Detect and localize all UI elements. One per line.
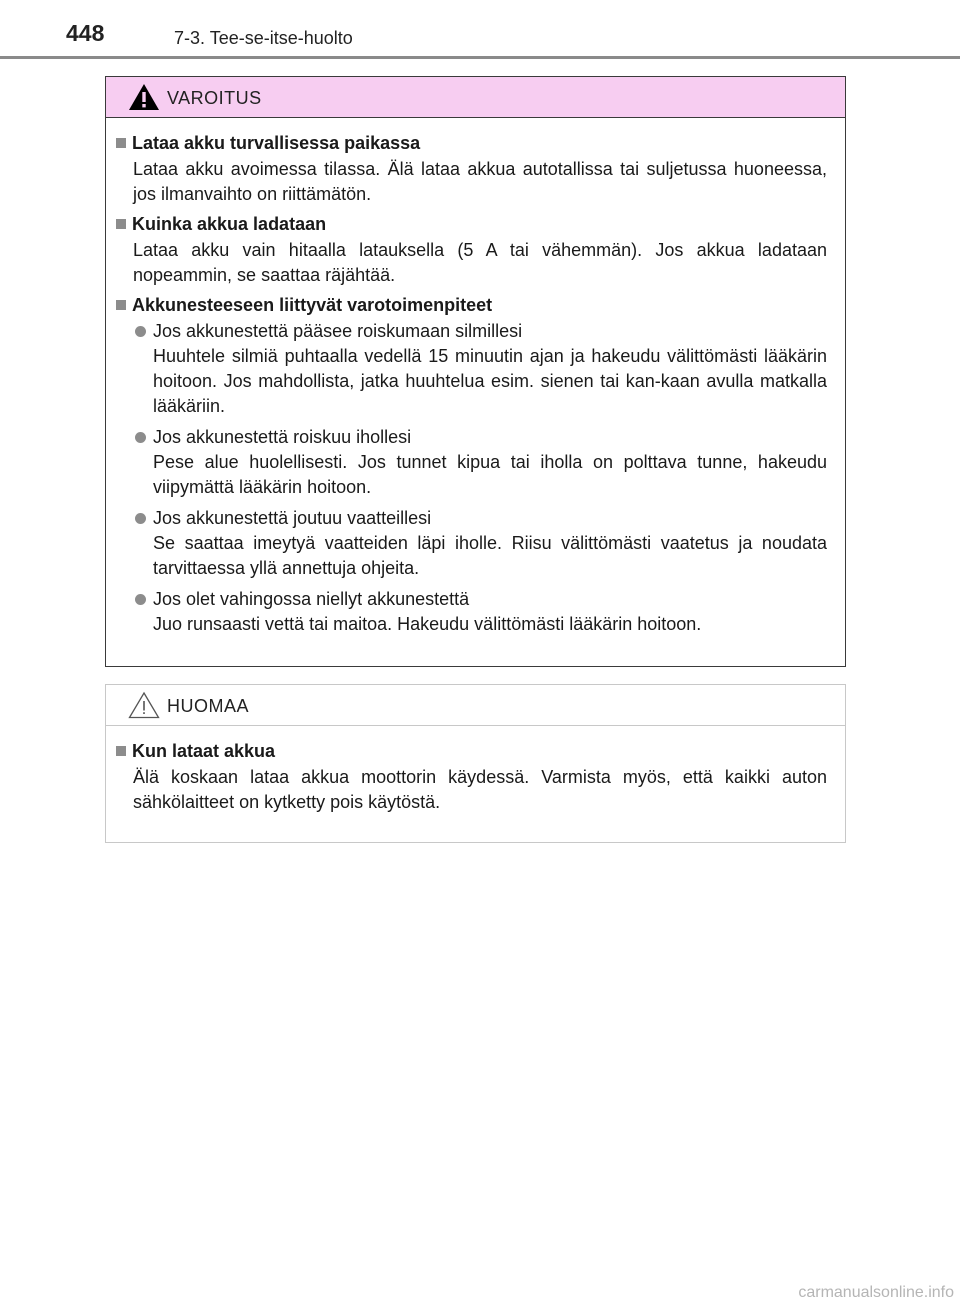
warning-header — [106, 77, 845, 118]
round-bullet-icon — [135, 432, 146, 443]
header-rule — [0, 56, 960, 59]
heading-text: Kun lataat akkua — [132, 741, 276, 761]
list-item — [135, 506, 827, 581]
heading-text: Lataa akku turvallisessa paikassa — [132, 133, 421, 153]
notice-heading — [114, 738, 827, 765]
notice-box — [105, 684, 846, 843]
heading-text: Kuinka akkua ladataan — [132, 214, 327, 234]
bullet-text: Huuhtele silmiä puhtaalla vedellä 15 minuutin ajan ja hakeudu välittömästi lääkärin hoitoon. Jos mahdollista, jatka huuhtelua esim. sienen tai kan-kaan avulla matkalla lääkäriin. — [153, 346, 827, 416]
bullet-text: Juo runsaasti vettä tai maitoa. Hakeudu välittömästi lääkärin hoitoon. — [153, 614, 702, 634]
round-bullet-icon — [135, 326, 146, 337]
square-bullet-icon — [116, 300, 126, 310]
square-bullet-icon — [116, 219, 126, 229]
round-bullet-icon — [135, 513, 146, 524]
heading-text: Akkunesteeseen liittyvät varotoimenpiteet — [132, 295, 493, 315]
list-item — [135, 319, 827, 419]
notice-header — [106, 685, 845, 726]
bullet-title: Jos olet vahingossa niellyt akkunestettä — [153, 589, 470, 609]
warning-heading-3 — [114, 292, 827, 319]
list-item — [135, 425, 827, 500]
warning-heading-2 — [114, 211, 827, 238]
notice-text: Älä koskaan lataa akkua moottorin käydessä. Varmista myös, että kaikki auton sähkölaitteet on kytketty pois käytöstä. — [133, 767, 827, 812]
bullet-title: Jos akkunestettä roiskuu ihollesi — [153, 427, 412, 447]
warning-text-1: Lataa akku avoimessa tilassa. Älä lataa akkua autotallissa tai suljetussa huoneessa, jos ilmanvaihto on riittämätön. — [133, 159, 827, 204]
page-number: 448 — [66, 20, 105, 46]
bullet-text: Se saattaa imeytyä vaatteiden läpi iholle. Riisu välittömästi vaatetus ja noudata tarvittaessa yllä annettuja ohjeita. — [153, 533, 827, 578]
warning-label: VAROITUS — [167, 88, 262, 108]
warning-body — [106, 118, 845, 637]
square-bullet-icon — [116, 138, 126, 148]
notice-body — [106, 726, 845, 815]
square-bullet-icon — [116, 746, 126, 756]
warning-heading-1 — [114, 130, 827, 157]
bullet-title: Jos akkunestettä pääsee roiskumaan silmillesi — [153, 321, 523, 341]
round-bullet-icon — [135, 594, 146, 605]
page-header — [0, 0, 960, 48]
watermark: carmanualsonline.info — [798, 1284, 954, 1301]
section-title: 7-3. Tee-se-itse-huolto — [174, 28, 353, 48]
warning-text-2: Lataa akku vain hitaalla latauksella (5 A tai vähemmän). Jos akkua ladataan nopeammin, se saattaa räjähtää. — [133, 240, 827, 285]
notice-label: HUOMAA — [167, 696, 250, 716]
bullet-text: Pese alue huolellisesti. Jos tunnet kipua tai iholla on polttava tunne, hakeudu viipymättä lääkärin hoitoon. — [153, 452, 827, 497]
caution-outline-triangle-icon — [128, 691, 160, 719]
warning-box — [105, 76, 846, 667]
bullet-title: Jos akkunestettä joutuu vaatteillesi — [153, 508, 432, 528]
warning-triangle-icon — [128, 83, 160, 111]
list-item — [135, 587, 827, 637]
